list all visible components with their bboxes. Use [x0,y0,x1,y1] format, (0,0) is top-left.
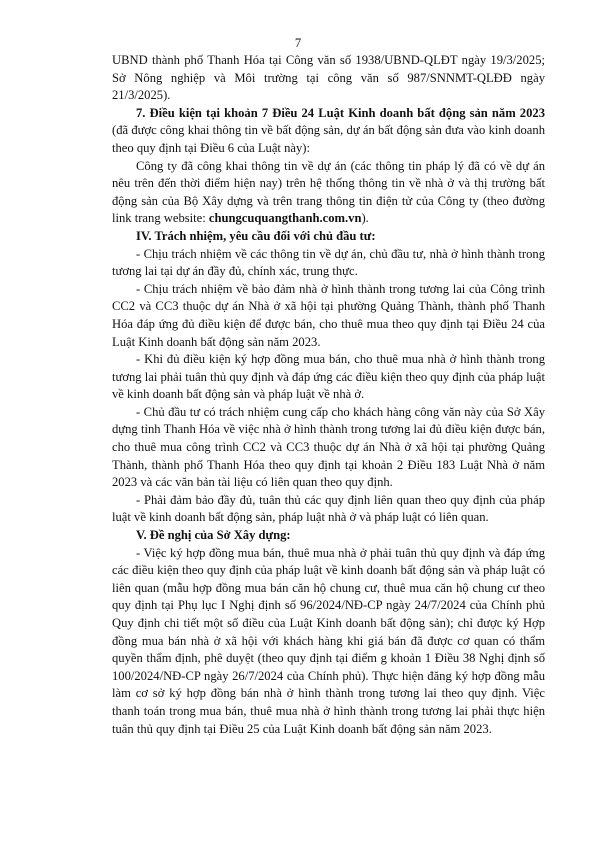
section-7-body [112,158,545,228]
section-4-item: - Chịu trách nhiệm về các thông tin về dự án, chủ đầu tư, nhà ở hình thành trong tương lai tại dự án đầy đủ, chính xác, trung thực. [112,246,545,279]
section-7-heading: 7. Điều kiện tại khoản 7 Điều 24 Luật Kinh doanh bất động sản năm 2023 [136,105,545,120]
section-4-item: - Khi đủ điều kiện ký hợp đồng mua bán, cho thuê mua nhà ở hình thành trong tương lai phải tuân thủ quy định và đáp ứng các điều kiện theo quy định của pháp luật về kinh doanh bất động sản và pháp luật về nhà ở. [112,352,546,402]
section-7-body-text: Công ty đã công khai thông tin về dự án (các thông tin pháp lý đã có về dự án nêu trên đến thời điểm hiện nay) trên hệ thống thông tin về nhà ở và thị trường bất động sản của Bộ Xây dựng và trên trang thông tin điện tử của Công ty (theo đường link trang website: [112,158,545,226]
section-5-body: - Việc ký hợp đồng mua bán, thuê mua nhà ở phải tuân thủ quy định và đáp ứng các điều kiện theo quy định của pháp luật về kinh doanh bất động sản và pháp luật có liên quan (mẫu hợp đồng mua bán căn hộ chung cư, thuê mua căn hộ chung cư theo quy định tại Phụ lục I Nghị định số 96/2024/NĐ-CP ngày 24/7/2024 của Chính phủ Quy định chi tiết một số điều của Luật Kinh doanh bất động sản); chỉ được ký Hợp đồng mua bán nhà ở xã hội với khách hàng khi giá bán đã được cơ quan có thẩm quyền thẩm định, phê duyệt (theo quy định tại điểm g khoản 1 Điều 38 Nghị định số 100/2024/NĐ-CP ngày 26/7/2024 của Chính phủ). Thực hiện đăng ký hợp đồng mẫu làm cơ sở ký hợp đồng bán nhà ở hình thành trong tương lai theo quy định. Việc thanh toán trong mua bán, thuê mua nhà ở hình thành trong tương lai phải thực hiện tuân thủ quy định tại Điều 25 của Luật Kinh doanh bất động sản năm 2023. [112,545,545,736]
document-body [112,52,545,738]
section-7-paragraph [112,105,545,158]
page-number: 7 [294,36,302,50]
section-4-item: - Chủ đầu tư có trách nhiệm cung cấp cho khách hàng công văn này của Sở Xây dựng tỉnh Thanh Hóa về việc nhà ở hình thành trong tương lai đủ điều kiện được bán, cho thuê mua công trình CC2 và CC3 thuộc dự án Nhà ở xã hội tại phường Quảng Thành, thành phố Thanh Hóa theo quy định tại khoản 2 Điều 183 Luật Nhà ở năm 2023 và các văn bản tài liệu có liên quan theo quy định. [112,404,545,490]
section-7-body-end: ). [361,211,369,226]
section-4-item: - Chịu trách nhiệm về bảo đảm nhà ở hình thành trong tương lai của Công trình CC2 và CC3 thuộc dự án Nhà ở xã hội tại phường Quảng Thành, thành phố Thanh Hóa đáp ứng đủ điều kiện để được bán, cho thuê mua theo quy định tại Điều 24 của Luật Kinh doanh bất động sản năm 2023. [112,281,545,349]
section-7-heading-rest: (đã được công khai thông tin về bất động sản, dự án bất động sản đưa vào kinh doanh theo quy định tại Điều 6 của Luật này): [112,123,545,155]
section-5-heading: V. Đề nghị của Sở Xây dựng: [136,528,291,543]
website-link: chungcuquangthanh.com.vn [208,211,362,226]
section-4-heading: IV. Trách nhiệm, yêu cầu đối với chủ đầu tư: [136,228,376,243]
section-4-item: - Phải đảm bảo đầy đủ, tuân thủ các quy định liên quan theo quy định của pháp luật về kinh doanh bất động sản, pháp luật nhà ở và pháp luật có liên quan. [112,492,545,525]
continuation-paragraph: UBND thành phố Thanh Hóa tại Công văn số 1938/UBND-QLĐT ngày 19/3/2025; Sở Nông nghiệp và Môi trường tại công văn số 987/SNNMT-QLĐĐ ngày 21/3/2025). [112,53,545,103]
